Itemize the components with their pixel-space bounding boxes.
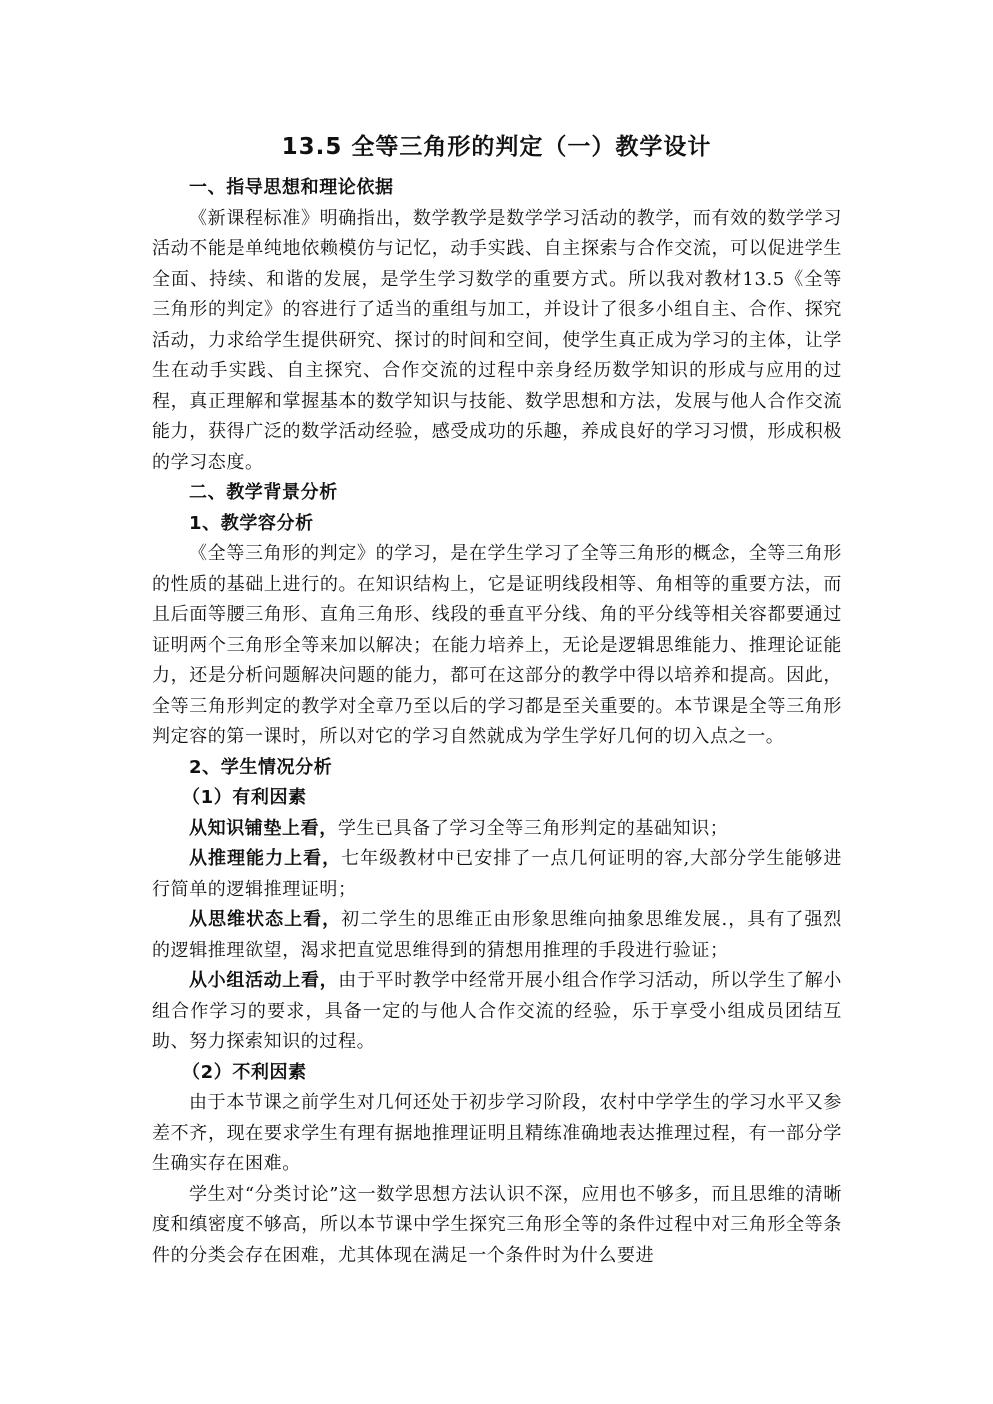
section1-paragraph: 《新课程标准》明确指出，数学教学是数学学习活动的教学，而有效的数学学习活动不能是单纯地依赖模仿与记忆，动手实践、自主探索与合作交流，可以促进学生全面、持续、和谐的发展，是学生学习数学的重要方式。所以我对教材13.5《全等三角形的判定》的容进行了适当的重组与加工，并设计了很多小组自主、合作、探究活动，力求给学生提供研究、探讨的时间和空间，使学生真正成为学习的主体，让学生在动手实践、自主探究、合作交流的过程中亲身经历数学知识的形成与应用的过程，真正理解和掌握基本的数学知识与技能、数学思想和方法，发展与他人合作交流能力，获得广泛的数学活动经验，感受成功的乐趣，养成良好的学习习惯，形成积极的学习态度。	[152, 207, 842, 473]
favorable-item	[152, 844, 842, 905]
section2-sub1-paragraph: 《全等三角形的判定》的学习，是在学生学习了全等三角形的概念，全等三角形的性质的基础上进行的。在知识结构上，它是证明线段相等、角相等的重要方法，而且后面等腰三角形、直角三角形、线段的垂直平分线、角的平分线等相关容都要通过证明两个三角形全等来加以解决；在能力培养上，无论是逻辑思维能力、推理论证能力，还是分析问题解决问题的能力，都可在这部分的教学中得以培养和提高。因此，全等三角形判定的教学对全章乃至以后的学习都是至关重要的。本节课是全等三角形判定容的第一课时，所以对它的学习自然就成为学生学好几何的切入点之一。	[152, 543, 842, 747]
favorable-item-lead: 从思维状态上看，	[189, 909, 342, 930]
section2-heading: 二、教学背景分析	[189, 482, 338, 503]
favorable-item-text: 初二学生的思维正由形象思维向抽象思维发展.，具有了强烈的逻辑推理欲望，渴求把直觉思维得到的猜想用推理的手段进行验证；	[152, 909, 842, 961]
favorable-item-lead: 从小组活动上看，	[189, 970, 339, 991]
unfavorable-paragraph: 学生对“分类讨论”这一数学思想方法认识不深，应用也不够多，而且思维的清晰度和缜密度不够高，所以本节课中学生探究三角形全等的条件过程中对三角形全等条件的分类会存在困难，尤其体现在满足一个条件时为什么要进	[152, 1183, 842, 1266]
favorable-item-lead: 从知识铺垫上看，	[189, 817, 338, 839]
unfavorable-factors-heading: （2）不利因素	[182, 1061, 307, 1083]
favorable-item	[152, 905, 842, 966]
document-body	[152, 173, 842, 1271]
favorable-item	[152, 814, 842, 845]
favorable-item	[152, 966, 842, 1058]
section1-heading: 一、指导思想和理论依据	[189, 177, 394, 198]
favorable-item-text: 七年级教材中已安排了一点几何证明的容,大部分学生能够进行简单的逻辑推理证明；	[152, 848, 842, 900]
favorable-item-text: 学生已具备了学习全等三角形判定的基础知识；	[337, 817, 729, 839]
favorable-item-text: 由于平时教学中经常开展小组合作学习活动，所以学生了解小组合作学习的要求，具备一定的与他人合作交流的经验，乐于享受小组成员团结互助、努力探索知识的过程。	[152, 970, 842, 1052]
favorable-item-lead: 从推理能力上看，	[189, 848, 342, 869]
document-title: 13.5 全等三角形的判定（一）教学设计	[281, 134, 712, 160]
favorable-factors-heading: （1）有利因素	[182, 787, 307, 808]
unfavorable-paragraph: 由于本节课之前学生对几何还处于初步学习阶段，农村中学学生的学习水平又参差不齐，现在要求学生有理有据地推理证明且精练准确地表达推理过程，有一部分学生确实存在困难。	[152, 1092, 842, 1174]
section2-sub2-heading: 2、学生情况分析	[189, 756, 333, 778]
section2-sub1-heading: 1、教学容分析	[189, 512, 314, 534]
